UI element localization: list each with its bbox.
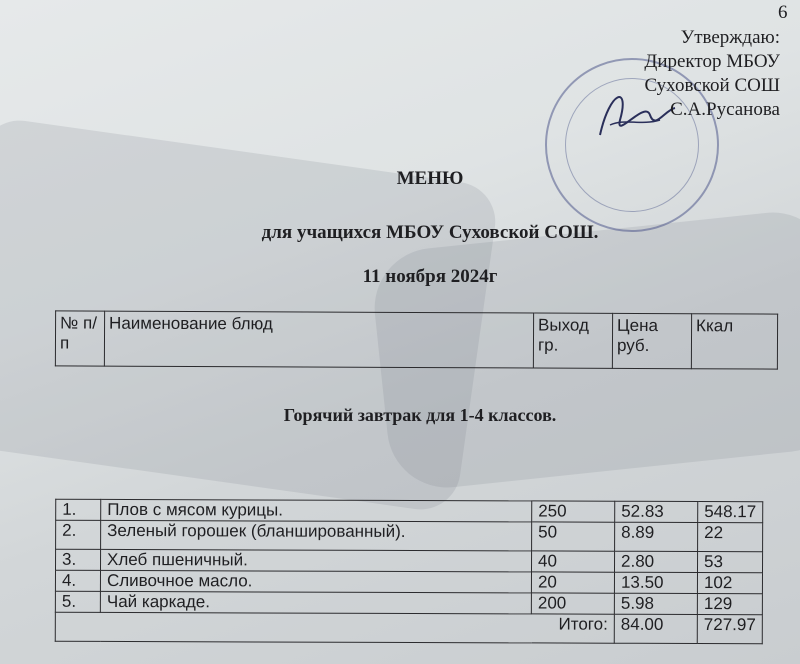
section-title: Горячий завтрак для 1-4 классов. bbox=[283, 405, 557, 425]
cell-name: Зеленый горошек (бланшированный). bbox=[101, 520, 532, 551]
cell-no: 2. bbox=[56, 520, 101, 549]
menu-table bbox=[55, 499, 763, 644]
header-no: № п/п bbox=[55, 311, 104, 366]
cell-output: 200 bbox=[531, 593, 614, 614]
cell-price: 5.98 bbox=[614, 593, 697, 614]
cell-kcal: 53 bbox=[697, 552, 762, 573]
cell-no: 3. bbox=[56, 549, 101, 570]
cell-no: 1. bbox=[56, 499, 101, 520]
total-row bbox=[55, 612, 762, 643]
approval-line: С.А.Русанова bbox=[670, 99, 780, 120]
cell-output: 20 bbox=[531, 572, 614, 593]
page-number: 6 bbox=[778, 2, 788, 23]
menu-title: МЕНЮ bbox=[396, 168, 464, 189]
cell-output: 50 bbox=[532, 522, 615, 551]
total-label: Итого: bbox=[55, 612, 614, 643]
cell-name: Сливочное масло. bbox=[100, 570, 531, 593]
cell-kcal: 129 bbox=[697, 594, 762, 615]
approval-block bbox=[600, 26, 790, 122]
cell-kcal: 22 bbox=[698, 523, 763, 552]
header-name: Наименование блюд bbox=[104, 311, 533, 368]
approval-line: Директор МБОУ bbox=[644, 51, 780, 72]
cell-price: 2.80 bbox=[614, 551, 697, 572]
total-kcal: 727.97 bbox=[697, 615, 762, 644]
cell-price: 13.50 bbox=[614, 572, 697, 593]
cell-no: 5. bbox=[55, 591, 100, 612]
cell-price: 8.89 bbox=[615, 522, 698, 551]
cell-name: Плов с мясом курицы. bbox=[101, 499, 532, 522]
table-row bbox=[56, 549, 763, 572]
header-price: Цена руб. bbox=[612, 313, 691, 368]
header-kcal: Ккал bbox=[691, 314, 777, 369]
table-row bbox=[55, 570, 762, 593]
cell-kcal: 102 bbox=[697, 573, 762, 594]
cell-name: Чай каркаде. bbox=[100, 591, 531, 614]
total-price: 84.00 bbox=[614, 614, 697, 643]
approval-line: Суховской СОШ bbox=[644, 75, 780, 96]
cell-name: Хлеб пшеничный. bbox=[101, 549, 532, 572]
table-row bbox=[55, 591, 762, 614]
header-table bbox=[55, 310, 778, 369]
cell-output: 250 bbox=[532, 501, 615, 522]
table-row bbox=[56, 499, 763, 522]
cell-price: 52.83 bbox=[615, 501, 698, 522]
cell-no: 4. bbox=[55, 570, 100, 591]
table-row bbox=[56, 520, 763, 551]
cell-output: 40 bbox=[531, 551, 614, 572]
menu-date: 11 ноября 2024г bbox=[362, 266, 498, 287]
menu-subtitle: для учащихся МБОУ Суховской СОШ. bbox=[261, 222, 599, 243]
cell-kcal: 548.17 bbox=[698, 502, 763, 523]
header-output: Выход гр. bbox=[533, 313, 612, 368]
approval-line: Утверждаю: bbox=[680, 27, 780, 48]
